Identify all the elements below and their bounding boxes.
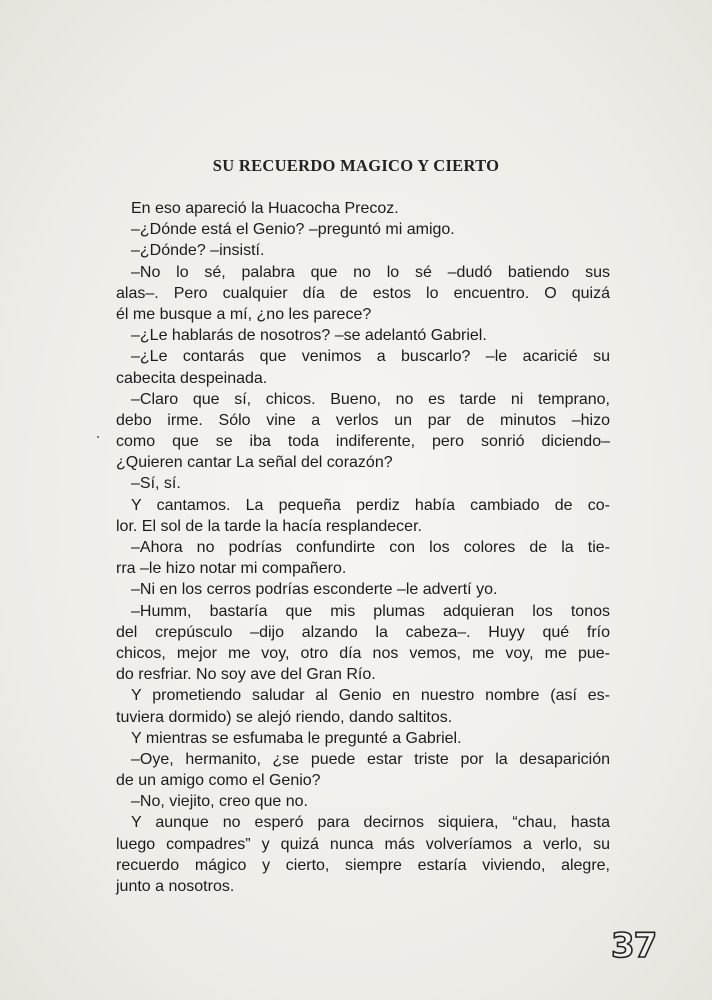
text-line: del crepúsculo –dijo alzando la cabeza–. Huyy qué frío [116,623,610,641]
text-line: –Oye, hermanito, ¿se puede estar triste por la desaparición [131,750,610,768]
text-line: él me busque a mí, ¿no les parece? [116,305,372,323]
text-line: –¿Le hablarás de nosotros? –se adelantó Gabriel. [131,327,487,345]
text-line: ¿Quieren cantar La señal del corazón? [116,454,393,472]
text-line: –¿Le contarás que venimos a buscarlo? –le acaricié su [131,348,610,366]
text-line: En eso apareció la Huacocha Precoz. [131,200,399,217]
text-line: debo irme. Sólo vine a verlos un par de minutos –hizo [116,411,610,429]
text-line: lor. El sol de la tarde la hacía resplandecer. [116,517,422,535]
text-line: cabecita despeinada. [116,369,268,387]
page-number: 37 [611,926,657,966]
text-line: tuviera dormido) se alejó riendo, dando saltitos. [116,708,453,726]
text-line: –¿Dónde? –insistí. [131,242,265,260]
text-line: alas–. Pero cualquier día de estos lo encuentro. O quizá [116,284,610,302]
text-line: recuerdo mágico y cierto, siempre estaría viviendo, alegre, [116,856,610,874]
text-line: –No, viejito, creo que no. [131,793,308,811]
text-line: –No lo sé, palabra que no lo sé –dudó batiendo sus [131,263,610,281]
text-line: junto a nosotros. [116,878,235,895]
text-line: luego compadres” y quizá nunca más volveríamos a verlo, su [116,835,610,853]
text-line: rra –le hizo notar mi compañero. [116,560,347,578]
text-line: Y aunque no esperó para decirnos siquiera, “chau, hasta [131,814,610,832]
text-line: –Ahora no podrías confundirte con los colores de la tie- [131,539,610,556]
text-line: –Claro que sí, chicos. Bueno, no es tarde ni temprano, [131,390,610,408]
text-line: –Sí, sí. [131,475,181,493]
text-line: –Humm, bastaría que mis plumas adquieran los tonos [131,602,610,620]
ink-speck [97,436,99,438]
text-line: Y cantamos. La pequeña perdiz había cambiado de co- [131,496,610,514]
text-line: –Ni en los cerros podrías esconderte –le advertí yo. [131,581,498,599]
text-line: –¿Dónde está el Genio? –preguntó mi amigo. [131,221,455,239]
text-line: Y mientras se esfumaba le pregunté a Gabriel. [131,729,462,747]
text-line: chicos, mejor me voy, otro día nos vemos, me voy, me pue- [116,644,610,662]
text-line: como que se iba toda indiferente, pero sonrió diciendo– [116,433,610,451]
text-line: Y prometiendo saludar al Genio en nuestro nombre (así es- [131,687,610,705]
body-text [116,198,610,897]
text-line: de un amigo como el Genio? [116,772,321,790]
chapter-title: SU RECUERDO MAGICO Y CIERTO [212,156,500,175]
text-line: do resfriar. No soy ave del Gran Río. [116,666,376,684]
